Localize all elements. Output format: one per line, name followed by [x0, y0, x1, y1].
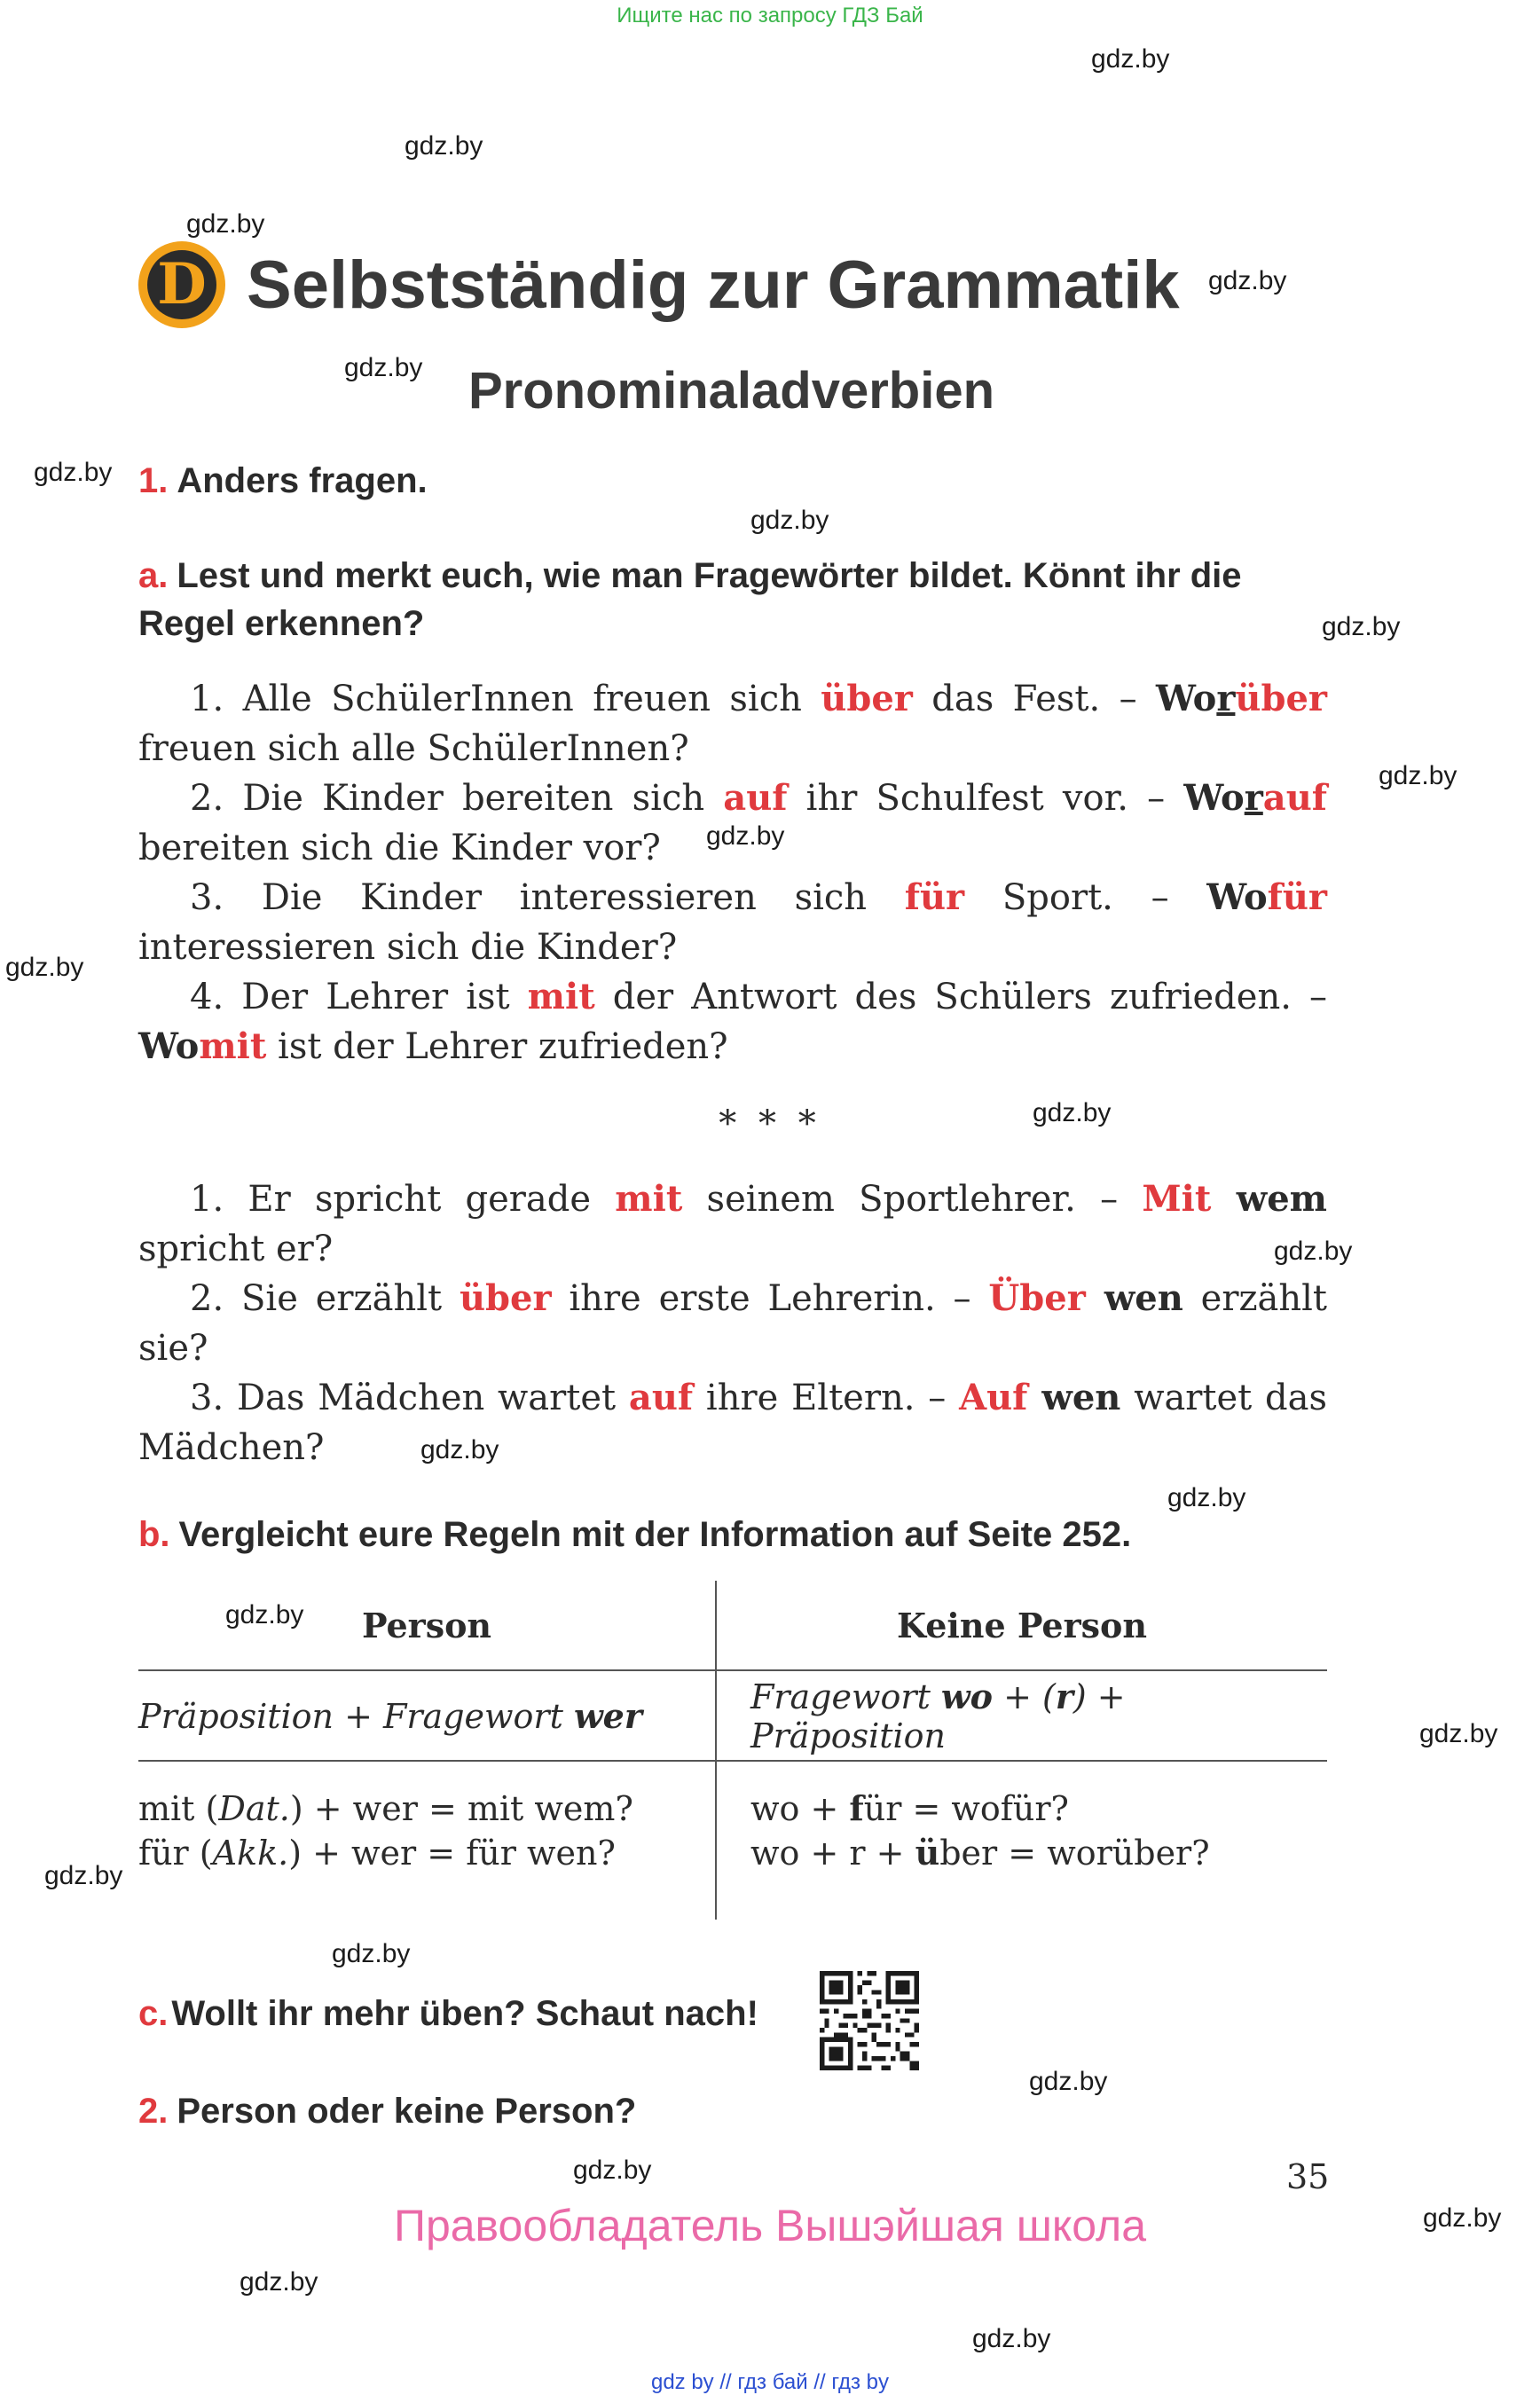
example-number: 4.	[190, 977, 224, 1017]
topic-title: Pronominaladverbien	[468, 362, 995, 420]
watermark: gdz.by	[344, 353, 423, 382]
example-sentence	[138, 774, 1327, 873]
watermark: gdz.by	[972, 2324, 1051, 2353]
grammatical-case: Akk.	[212, 1834, 289, 1873]
watermark: gdz.by	[34, 458, 113, 487]
task-letter: a.	[138, 556, 169, 595]
connecting-letter: r	[1216, 678, 1236, 719]
example-line	[138, 1831, 715, 1875]
watermark: gdz.by	[1167, 1483, 1246, 1512]
example-text: wo + r +	[750, 1834, 915, 1873]
preposition: auf	[628, 1377, 694, 1418]
rule-keyword: wer	[573, 1695, 642, 1736]
sentence-text: ihre Eltern. –	[693, 1378, 960, 1418]
watermark: gdz.by	[706, 821, 785, 851]
watermark: gdz.by	[1208, 266, 1287, 295]
example-number: 2.	[190, 778, 224, 819]
table-header-row	[138, 1581, 1327, 1670]
sentence-text: Sie erzählt	[241, 1278, 460, 1319]
example-text: wo +	[750, 1789, 850, 1828]
grammatical-case: Dat.	[218, 1789, 290, 1828]
preposition: auf	[723, 777, 788, 819]
sentence-text: Sport. –	[964, 877, 1207, 918]
preposition: mit	[527, 976, 595, 1017]
sentence-text: ist der Lehrer zufrieden?	[266, 1026, 728, 1067]
question-preposition: über	[1235, 678, 1327, 719]
rule-keyword: r	[1055, 1676, 1073, 1716]
rule-text: Fragewort	[750, 1677, 941, 1716]
qr-code[interactable]	[820, 1971, 919, 2070]
watermark: gdz.by	[1423, 2203, 1502, 2233]
watermark: gdz.by	[44, 1861, 123, 1890]
table-example-row	[138, 1761, 1327, 1920]
task-text: Anders fragen.	[177, 461, 428, 500]
task-a-heading	[138, 552, 1327, 648]
example-line	[750, 1787, 1327, 1831]
example-number: 1.	[190, 679, 224, 719]
sentence-text: seinem Sportlehrer. –	[682, 1179, 1143, 1220]
question-word: Wo	[1183, 777, 1245, 819]
copyright-notice: Правообладатель Вышэйшая школа	[394, 2201, 1146, 2250]
example-sentence	[138, 674, 1327, 774]
sentence-text: Die Kinder interessieren sich	[261, 877, 905, 918]
watermark: gdz.by	[5, 953, 84, 982]
footer-links[interactable]: gdz by // гдз бай // гдз by	[650, 2370, 890, 2394]
sentence-text: bereiten sich die Kinder vor?	[138, 828, 661, 868]
rule-person	[138, 1670, 716, 1761]
watermark: gdz.by	[750, 506, 829, 535]
task-letter: b.	[138, 1515, 170, 1554]
example-sentence	[138, 1373, 1327, 1472]
example-sentence	[138, 1274, 1327, 1373]
watermark: gdz.by	[1322, 612, 1401, 641]
example-text: ber = worüber?	[939, 1834, 1210, 1873]
example-sentence	[138, 1174, 1327, 1274]
sentence-text: Alle SchülerInnen freuen sich	[242, 679, 821, 719]
sentence-text: interessieren sich die Kinder?	[138, 927, 678, 968]
example-text: ) + wer = mit wem?	[289, 1789, 633, 1828]
example-text: mit (	[138, 1789, 219, 1828]
example-number: 3.	[190, 877, 224, 918]
watermark: gdz.by	[240, 2267, 318, 2297]
sentence-text: der Antwort des Schülers zufrieden. –	[594, 977, 1328, 1017]
question-preposition: auf	[1262, 777, 1327, 819]
task-letter: c.	[138, 1994, 169, 2033]
page-number: 35	[1286, 2157, 1330, 2196]
question-word: Wo	[1206, 876, 1268, 918]
question-word: wen	[1085, 1277, 1183, 1319]
example-text: ) + wer = für wen?	[288, 1834, 616, 1873]
sentence-text: das Fest. –	[912, 679, 1156, 719]
preposition: über	[821, 678, 913, 719]
rule-text: Präposition + Fragewort	[138, 1696, 574, 1736]
sentence-text: Der Lehrer ist	[241, 977, 528, 1017]
task-c-heading	[138, 1994, 758, 2034]
sentence-text: Das Mädchen wartet	[236, 1378, 629, 1418]
watermark: gdz.by	[332, 1939, 411, 1968]
example-number: 3.	[190, 1378, 224, 1418]
preposition: mit	[615, 1178, 683, 1220]
sentence-text: erzählt sie?	[138, 1278, 1328, 1369]
example-line	[138, 1787, 715, 1831]
example-line	[750, 1831, 1327, 1875]
watermark: gdz.by	[405, 131, 483, 161]
watermark: gdz.by	[1091, 44, 1170, 74]
sentence-text: ihre erste Lehrerin. –	[551, 1278, 989, 1319]
example-bold-letter: f	[849, 1788, 864, 1828]
question-word: wen	[1027, 1377, 1121, 1418]
column-header-no-person: Keine Person	[716, 1581, 1327, 1670]
section-title: Selbstständig zur Grammatik	[247, 247, 1180, 323]
task-1-heading	[138, 461, 428, 501]
sentence-text: Er spricht gerade	[248, 1179, 616, 1220]
rule-keyword: wo	[940, 1676, 993, 1716]
example-group-2	[138, 1174, 1327, 1472]
watermark: gdz.by	[1033, 1098, 1112, 1127]
watermark: gdz.by	[1419, 1719, 1498, 1748]
connecting-letter: r	[1244, 777, 1263, 819]
examples-no-person	[716, 1761, 1327, 1920]
question-preposition: mit	[199, 1025, 267, 1067]
watermark: gdz.by	[1379, 761, 1458, 790]
question-word: Wo	[1156, 678, 1217, 719]
column-header-person: Person	[138, 1581, 716, 1670]
rule-text: + (	[992, 1677, 1056, 1716]
example-sentence	[138, 873, 1327, 972]
preposition: für	[904, 876, 965, 918]
watermark: gdz.by	[573, 2156, 652, 2185]
sentence-text: Die Kinder bereiten sich	[242, 778, 724, 819]
task-number: 2.	[138, 2092, 169, 2131]
top-banner[interactable]: Ищите нас по запросу ГДЗ Бай	[617, 4, 923, 27]
sentence-text: freuen sich alle SchülerInnen?	[138, 728, 689, 769]
watermark: gdz.by	[1029, 2067, 1108, 2096]
example-number: 2.	[190, 1278, 224, 1319]
task-2-heading	[138, 2092, 636, 2132]
question-preposition: für	[1267, 876, 1327, 918]
grammar-table	[138, 1581, 1327, 1920]
sentence-text: ihr Schulfest vor. –	[787, 778, 1184, 819]
example-sentence	[138, 972, 1327, 1072]
table-rule-row	[138, 1670, 1327, 1761]
question-preposition: Über	[988, 1277, 1086, 1319]
question-preposition: Auf	[959, 1377, 1028, 1418]
sentence-text: wartet das Mädchen?	[138, 1378, 1328, 1468]
rule-text: ) + Präposition	[750, 1677, 1126, 1755]
watermark: gdz.by	[420, 1435, 499, 1465]
question-word: wem	[1211, 1178, 1328, 1220]
watermark: gdz.by	[225, 1600, 304, 1629]
task-text: Wollt ihr mehr üben? Schaut nach!	[171, 1994, 758, 2033]
sentence-text: spricht er?	[138, 1229, 334, 1269]
task-b-heading	[138, 1515, 1131, 1555]
example-group-1	[138, 674, 1327, 1072]
separator: * * *	[719, 1103, 821, 1144]
example-bold-letter: ü	[915, 1833, 940, 1873]
example-text: für (	[138, 1834, 213, 1873]
example-text: ür = wofür?	[863, 1789, 1069, 1828]
watermark: gdz.by	[1274, 1237, 1353, 1266]
watermark: gdz.by	[186, 209, 265, 239]
question-preposition: Mit	[1142, 1178, 1212, 1220]
task-text: Lest und merkt euch, wie man Fragewörter bildet. Könnt ihr die Regel erkennen?	[138, 556, 1242, 643]
question-word: Wo	[138, 1025, 200, 1067]
example-number: 1.	[190, 1179, 224, 1220]
preposition: über	[459, 1277, 552, 1319]
task-text: Vergleicht eure Regeln mit der Information auf Seite 252.	[178, 1515, 1132, 1554]
rule-no-person	[716, 1670, 1327, 1761]
task-text: Person oder keine Person?	[177, 2092, 637, 2131]
task-number: 1.	[138, 461, 169, 500]
examples-person	[138, 1761, 716, 1920]
section-badge-letter: D	[147, 250, 216, 319]
